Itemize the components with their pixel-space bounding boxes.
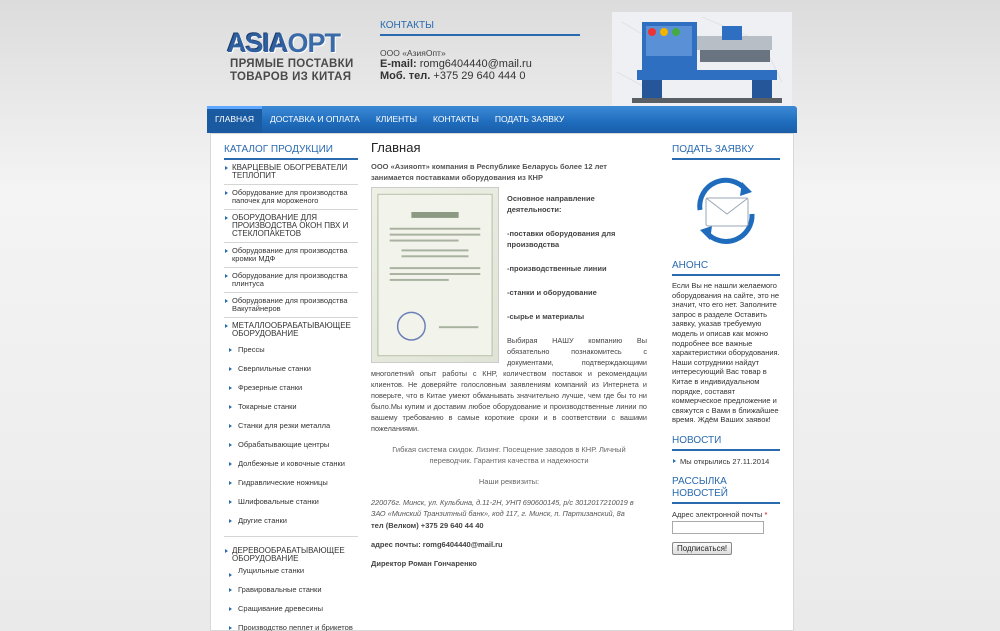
subscribe-title: РАССЫЛКА НОВОСТЕЙ (672, 476, 780, 504)
contacts-company: ООО «АзияОпт» (380, 48, 446, 58)
logo-tagline-1: ПРЯМЫЕ ПОСТАВКИ (230, 58, 354, 70)
catalog-sidebar (224, 144, 358, 631)
body-text: Выбирая НАШУ компанию Вы обязательно познакомитесь с документами, подтверждающими многолетний опыт работы с КНР, количеством поставок и рекомендации клиентов. Не доверяйте голословным заявлениям компаний из Интернета и поверьте, что в Китае умеют обманывать значительно лучше, чем где бы то ни было.Мы купим и доставим любое оборудование и производственные линии по вашему требованию в самые короткие сроки и в соответствии с вашими пожеланиями. (371, 336, 647, 433)
anons-title: АНОНС (672, 260, 780, 276)
news-title: НОВОСТИ (672, 435, 780, 451)
catalog-group-wood[interactable]: ДЕРЕВООБРАБАТЫВАЮЩЕЕ ОБОРУДОВАНИЕ (224, 543, 358, 567)
subscribe-email-input[interactable] (672, 521, 764, 534)
page-wrapper (207, 0, 797, 631)
request-block (672, 144, 780, 250)
certificate-image (371, 187, 499, 363)
envelope-icon[interactable] (686, 170, 766, 250)
catalog-subitem[interactable]: Лущильные станки (224, 567, 358, 582)
main-content (371, 140, 647, 568)
catalog-subitem[interactable]: Гидравлические ножницы (224, 475, 358, 494)
catalog-item[interactable]: Оборудование для производства Вакутайнеров (224, 293, 358, 318)
anons-block (672, 260, 780, 425)
phone-line: тел (Велком) +375 29 640 44 40 (371, 521, 484, 530)
contacts-email[interactable]: romg6404440@mail.ru (419, 58, 532, 70)
nav-request[interactable]: ПОДАТЬ ЗАЯВКУ (494, 114, 565, 124)
direction-item: -производственные линии (507, 264, 607, 273)
direction-item: -сырье и материалы (507, 312, 585, 321)
contacts-email-line (380, 58, 605, 70)
catalog-item[interactable]: Оборудование для производства плинтуса (224, 268, 358, 293)
catalog-subitem[interactable]: Другие станки (224, 513, 358, 532)
direction-item: -поставки оборудования для производства (507, 229, 616, 249)
lathe-machine-image (612, 12, 792, 107)
news-block (672, 435, 780, 466)
requisites-text: 220076г. Минск, ул. Кульбина, д.11-2Н, УНП 690600145, р/с 3012017210019 в ЗАО «Минский Транзитный банк», код 117, г. Минск, п. Партизанский, 8а (371, 498, 634, 518)
catalog-subitem[interactable]: Прессы (224, 342, 358, 361)
logo-tagline-2: ТОВАРОВ ИЗ КИТАЯ (230, 71, 352, 83)
request-title[interactable]: ПОДАТЬ ЗАЯВКУ (672, 144, 780, 160)
catalog-item[interactable]: КВАРЦЕВЫЕ ОБОГРЕВАТЕЛИ ТЕПЛОПИТ (224, 160, 358, 185)
catalog-subitem[interactable]: Шлифовальные станки (224, 494, 358, 513)
anons-text: Если Вы не нашли желаемого оборудования на сайте, это не значит, что его нет. Заполните запрос в разделе Оставить заявку, указав требуемую модель и описав как можно подробнее все важные характеристики оборудования. Наши сотрудники найдут интересующий Вас товар в Китае в индивидуальном порядке, составят коммерческое предложение и свяжутся с Вами в ближайшее время. Ждём Ваших заявок! (672, 281, 780, 425)
news-item[interactable]: Мы открылись 27.11.2014 (672, 457, 780, 466)
catalog-subitem[interactable]: Производство пеплет и брикетов (224, 620, 358, 631)
catalog-item[interactable]: Оборудование для производства папочек для мороженого (224, 185, 358, 210)
nav-clients[interactable]: КЛИЕНТЫ (375, 114, 417, 124)
contacts-phone: +375 29 640 444 0 (433, 70, 526, 82)
email-label-text: Адрес электронной почты (672, 509, 763, 519)
director-line: Директор Роман Гончаренко (371, 559, 477, 568)
intro-text: ООО «Азияопт» компания в Республике Беларусь более 12 лет занимается поставками оборудования из КНР (371, 162, 607, 182)
email-line: адрес почты: romg6404440@mail.ru (371, 540, 503, 549)
required-mark: * (764, 509, 768, 519)
content-panel (210, 133, 794, 631)
subscribe-button[interactable]: Подписаться! (672, 542, 732, 555)
phone-label: Моб. тел. (380, 70, 431, 82)
catalog-item[interactable]: Оборудование для производства кромки МДФ (224, 243, 358, 268)
direction-item: -станки и оборудование (507, 288, 597, 297)
catalog-subitem[interactable]: Сверлильные станки (224, 361, 358, 380)
site-logo[interactable] (227, 30, 377, 83)
main-nav (207, 106, 797, 133)
nav-contacts[interactable]: КОНТАКТЫ (432, 114, 479, 124)
nav-delivery[interactable]: ДОСТАВКА И ОПЛАТА (270, 114, 360, 124)
page-title: Главная (371, 140, 421, 155)
contacts-title: КОНТАКТЫ (380, 20, 580, 36)
contacts-phone-line (380, 70, 605, 82)
logo-part-1: ASIA (227, 28, 288, 58)
email-label: E-mail: (380, 58, 417, 70)
catalog-title: КАТАЛОГ ПРОДУКЦИИ (224, 144, 358, 160)
header-contacts (380, 20, 605, 82)
catalog-subitem[interactable]: Долбежные и ковочные станки (224, 456, 358, 475)
right-sidebar (672, 144, 780, 565)
catalog-subitem[interactable]: Токарные станки (224, 399, 358, 418)
subscribe-block (672, 476, 780, 555)
logo-part-2: OPT (287, 28, 341, 58)
catalog-subitem[interactable]: Сращивание древесины (224, 601, 358, 620)
directions-title: Основное направление деятельности: (507, 194, 595, 214)
discounts-text: Гибкая система скидок. Лизинг. Посещение заводов в КНР. Личный переводчик. Гарантия качества и надежности (392, 445, 626, 465)
catalog-subitem[interactable]: Обрабатывающие центры (224, 437, 358, 456)
catalog-subitem[interactable]: Фрезерные станки (224, 380, 358, 399)
catalog-item[interactable]: ОБОРУДОВАНИЕ ДЛЯ ПРОИЗВОДСТВА ОКОН ПВХ И СТЕКЛОПАКЕТОВ (224, 210, 358, 243)
catalog-subitem[interactable]: Гравировальные станки (224, 582, 358, 601)
email-field-label (672, 510, 780, 519)
catalog-subitem[interactable]: Станки для резки металла (224, 418, 358, 437)
requisites-title: Наши реквизиты: (478, 477, 540, 486)
nav-home[interactable]: ГЛАВНАЯ (207, 106, 262, 133)
catalog-group-metal[interactable]: МЕТАЛЛООБРАБАТЫВАЮЩЕЕ ОБОРУДОВАНИЕ (224, 318, 358, 342)
